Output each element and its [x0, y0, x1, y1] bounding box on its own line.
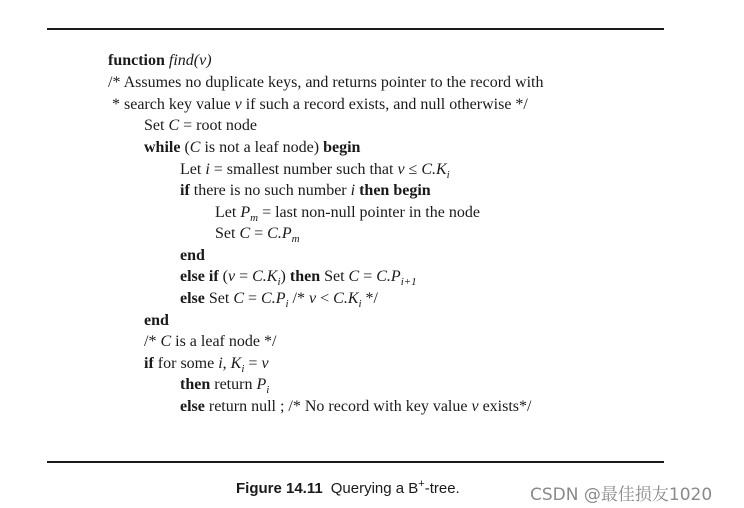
code-line-4: Set C = root node: [144, 117, 258, 134]
figure-caption: Figure 14.11 Querying a B+-tree.: [236, 478, 460, 497]
code-line-12: else Set $C = C.P_i /* v < C.K_i$ */: [180, 290, 378, 310]
code-line-17: else return null ; /* No record with key value v exists*/: [180, 398, 532, 415]
figure-number: Figure 14.11: [236, 480, 323, 497]
code-line-1: function find(v): [108, 52, 212, 69]
code-line-16: then return $P_i$: [180, 376, 270, 396]
code-line-9: Set $C = C.P_m$: [215, 225, 300, 245]
code-line-6: Let i = smallest number such that $v \le C.K_i$: [180, 161, 450, 181]
bottom-rule: [47, 461, 664, 463]
code-line-14: /* C is a leaf node */: [144, 333, 277, 350]
code-line-8: Let $P_m$ = last non-null pointer in the node: [215, 204, 480, 224]
code-line-3: * search key value v if such a record exists, and null otherwise */: [112, 96, 528, 113]
watermark: CSDN @最佳损友1020: [530, 485, 713, 505]
code-line-7: if there is no such number i then begin: [180, 182, 431, 199]
code-line-11: else if $(v = C.K_i)$ then Set $C = C.P_{i+1}$: [180, 268, 417, 288]
code-line-13: end: [144, 312, 169, 329]
code-line-10: end: [180, 247, 205, 264]
code-line-15: if for some i, $K_i = v$: [144, 355, 269, 375]
code-line-2: /* Assumes no duplicate keys, and returns pointer to the record with: [108, 74, 544, 91]
caption-text: Querying a B: [330, 480, 419, 497]
code-line-5: while (C is not a leaf node) begin: [144, 139, 361, 156]
